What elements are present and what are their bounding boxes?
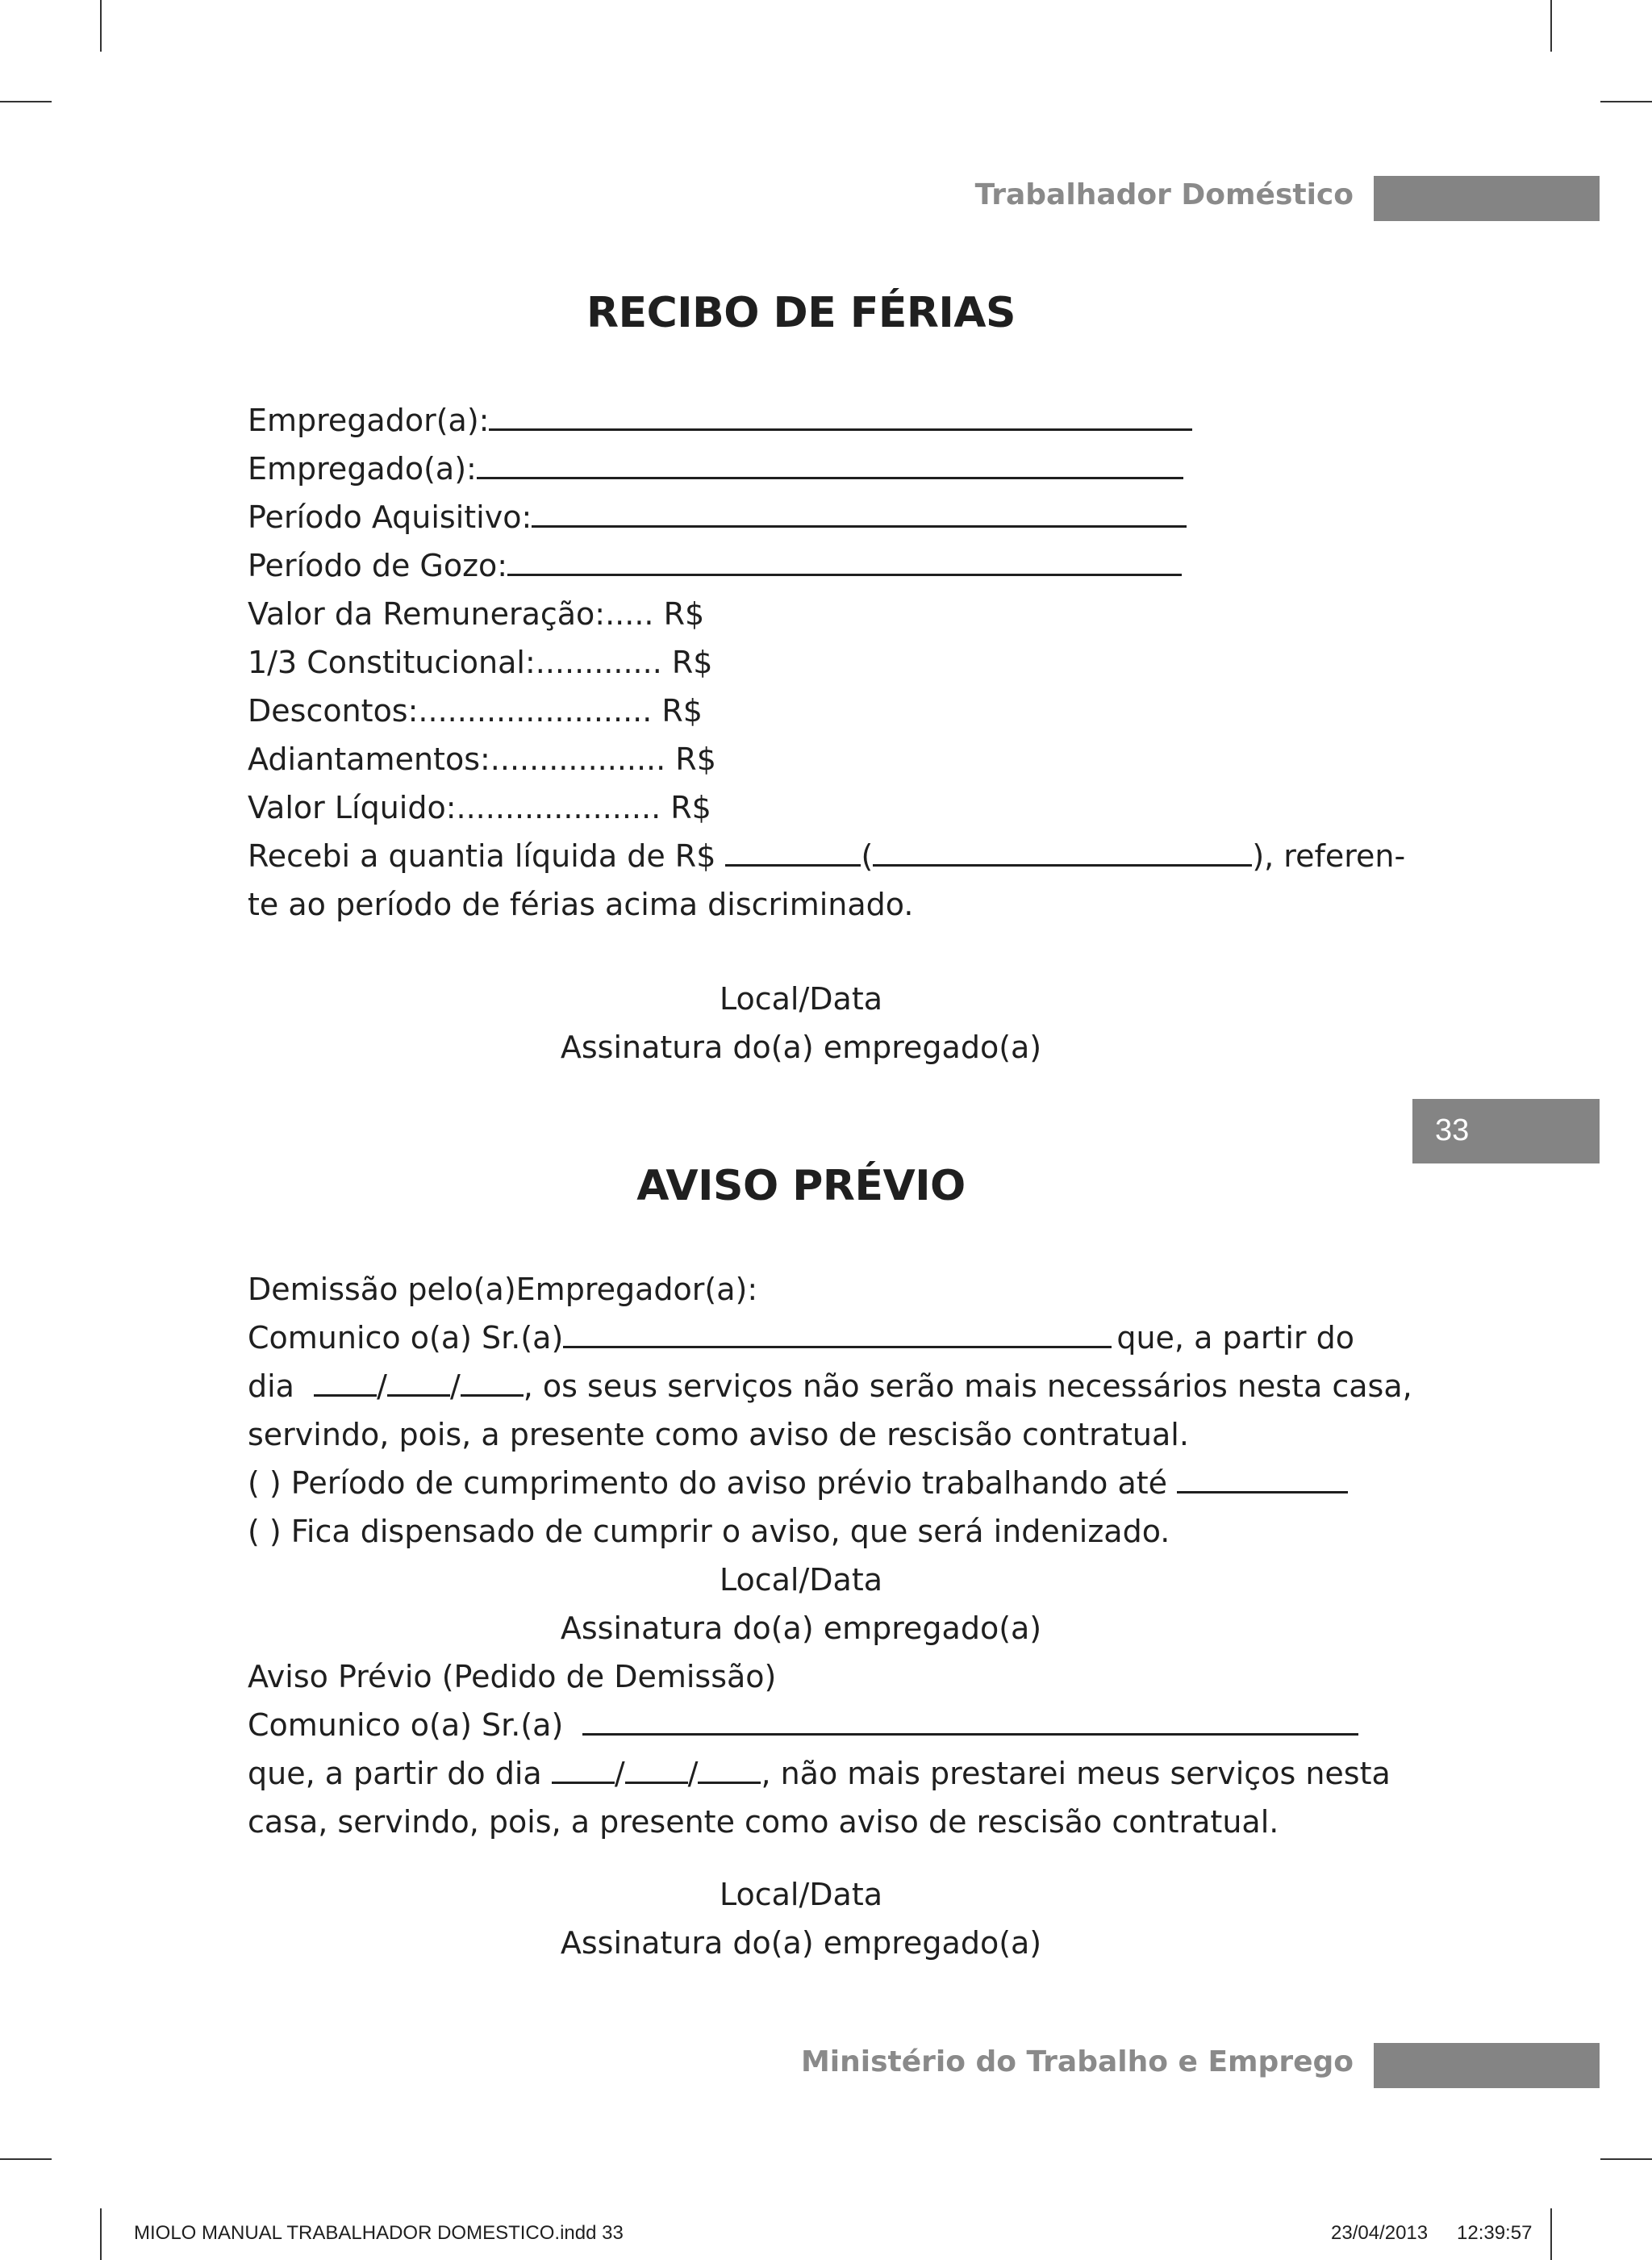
partir-dia-line: que, a partir do dia / / , não mais prestarei meus serviços nesta [248,1749,1354,1798]
empregado-blank[interactable] [477,446,1183,479]
employee-name-blank-1[interactable] [563,1315,1112,1348]
casa-line: casa, servindo, pois, a presente como aviso de rescisão contratual. [248,1804,1279,1840]
pedido-label: Aviso Prévio (Pedido de Demissão) [248,1659,777,1694]
periodo-aquisitivo-field [248,493,1187,541]
adiantamentos-line: Adiantamentos:.................. R$ [248,741,716,777]
trabalhando-date-blank[interactable] [1177,1460,1348,1493]
running-header: Trabalhador Doméstico [974,178,1354,211]
header-bar [1374,176,1600,221]
empregador-field [248,396,1192,445]
crop-mark-bottom-left-v [100,2208,102,2260]
running-footer: Ministério do Trabalho e Emprego [800,2045,1354,2078]
year-blank-2[interactable] [698,1751,761,1784]
crop-mark-top-right-v [1550,0,1552,52]
recibo-signature: Assinatura do(a) empregado(a) [560,1030,1042,1065]
recibo-title: RECIBO DE FÉRIAS [586,289,1016,337]
empregado-field [248,445,1183,493]
aviso-signature-2: Assinatura do(a) empregado(a) [560,1925,1042,1961]
receipt-line [248,832,1406,880]
footer-bar [1374,2043,1600,2088]
crop-mark-top-left-h [0,101,52,102]
receipt-text: Recebi a quantia líquida de R$ ( ), referen- [248,832,1405,880]
comunico-line-1: Comunico o(a) Sr.(a) que, a partir do [248,1314,1354,1362]
crop-mark-bottom-left-h [0,2158,52,2160]
periodo-aquisitivo-blank[interactable] [532,495,1187,528]
periodo-gozo-field [248,541,1182,590]
valor-liquido-line: Valor Líquido:..................... R$ [248,790,711,825]
year-blank-1[interactable] [461,1364,524,1397]
comunico-line-2: Comunico o(a) Sr.(a) [248,1701,1358,1749]
servindo-line: servindo, pois, a presente como aviso de rescisão contratual. [248,1417,1189,1452]
slug-file: MIOLO MANUAL TRABALHADOR DOMESTICO.indd 33 [134,2222,624,2244]
month-blank-1[interactable] [387,1364,450,1397]
aviso-local-data-2: Local/Data [719,1877,883,1912]
employee-name-blank-2[interactable] [582,1702,1358,1736]
page-number: 33 [1435,1113,1470,1147]
dia-line: dia / / , os seus serviços não serão mais necessários nesta casa, [248,1362,1354,1410]
periodo-aquisitivo-label: Período Aquisitivo: [248,499,532,535]
slug-date: 23/04/2013 [1331,2222,1429,2244]
periodo-gozo-label: Período de Gozo: [248,548,508,583]
empregador-label: Empregador(a): [248,403,490,438]
crop-mark-top-left-v [100,0,102,52]
empregado-label: Empregado(a): [248,451,477,487]
receipt-amount-words-blank[interactable] [873,833,1252,867]
page-tab [1412,1099,1600,1163]
receipt-amount-blank[interactable] [725,833,861,867]
slug-time: 12:39:57 [1457,2222,1533,2244]
option-trabalhando: ( ) Período de cumprimento do aviso prévio trabalhando até [248,1459,1348,1507]
aviso-local-data-1: Local/Data [719,1562,883,1598]
que-partir: que, a partir do [1116,1320,1354,1356]
crop-mark-top-right-h [1600,101,1652,102]
constitucional-line: 1/3 Constitucional:............. R$ [248,645,713,680]
valor-remuneracao-line: Valor da Remuneração:..... R$ [248,596,705,632]
aviso-title: AVISO PRÉVIO [636,1162,966,1210]
month-blank-2[interactable] [625,1751,688,1784]
empregador-blank[interactable] [489,398,1192,431]
day-blank-2[interactable] [552,1751,615,1784]
receipt-line-2: te ao período de férias acima discriminado. [248,887,914,922]
day-blank-1[interactable] [314,1364,377,1397]
recibo-local-data: Local/Data [719,981,883,1017]
descontos-line: Descontos:........................ R$ [248,693,703,729]
periodo-gozo-blank[interactable] [507,543,1182,576]
crop-mark-bottom-right-h [1600,2158,1652,2160]
crop-mark-bottom-right-v [1550,2208,1552,2260]
demissao-label: Demissão pelo(a)Empregador(a): [248,1272,758,1307]
option-dispensado: ( ) Fica dispensado de cumprir o aviso, que será indenizado. [248,1514,1170,1549]
aviso-signature-1: Assinatura do(a) empregado(a) [560,1610,1042,1646]
